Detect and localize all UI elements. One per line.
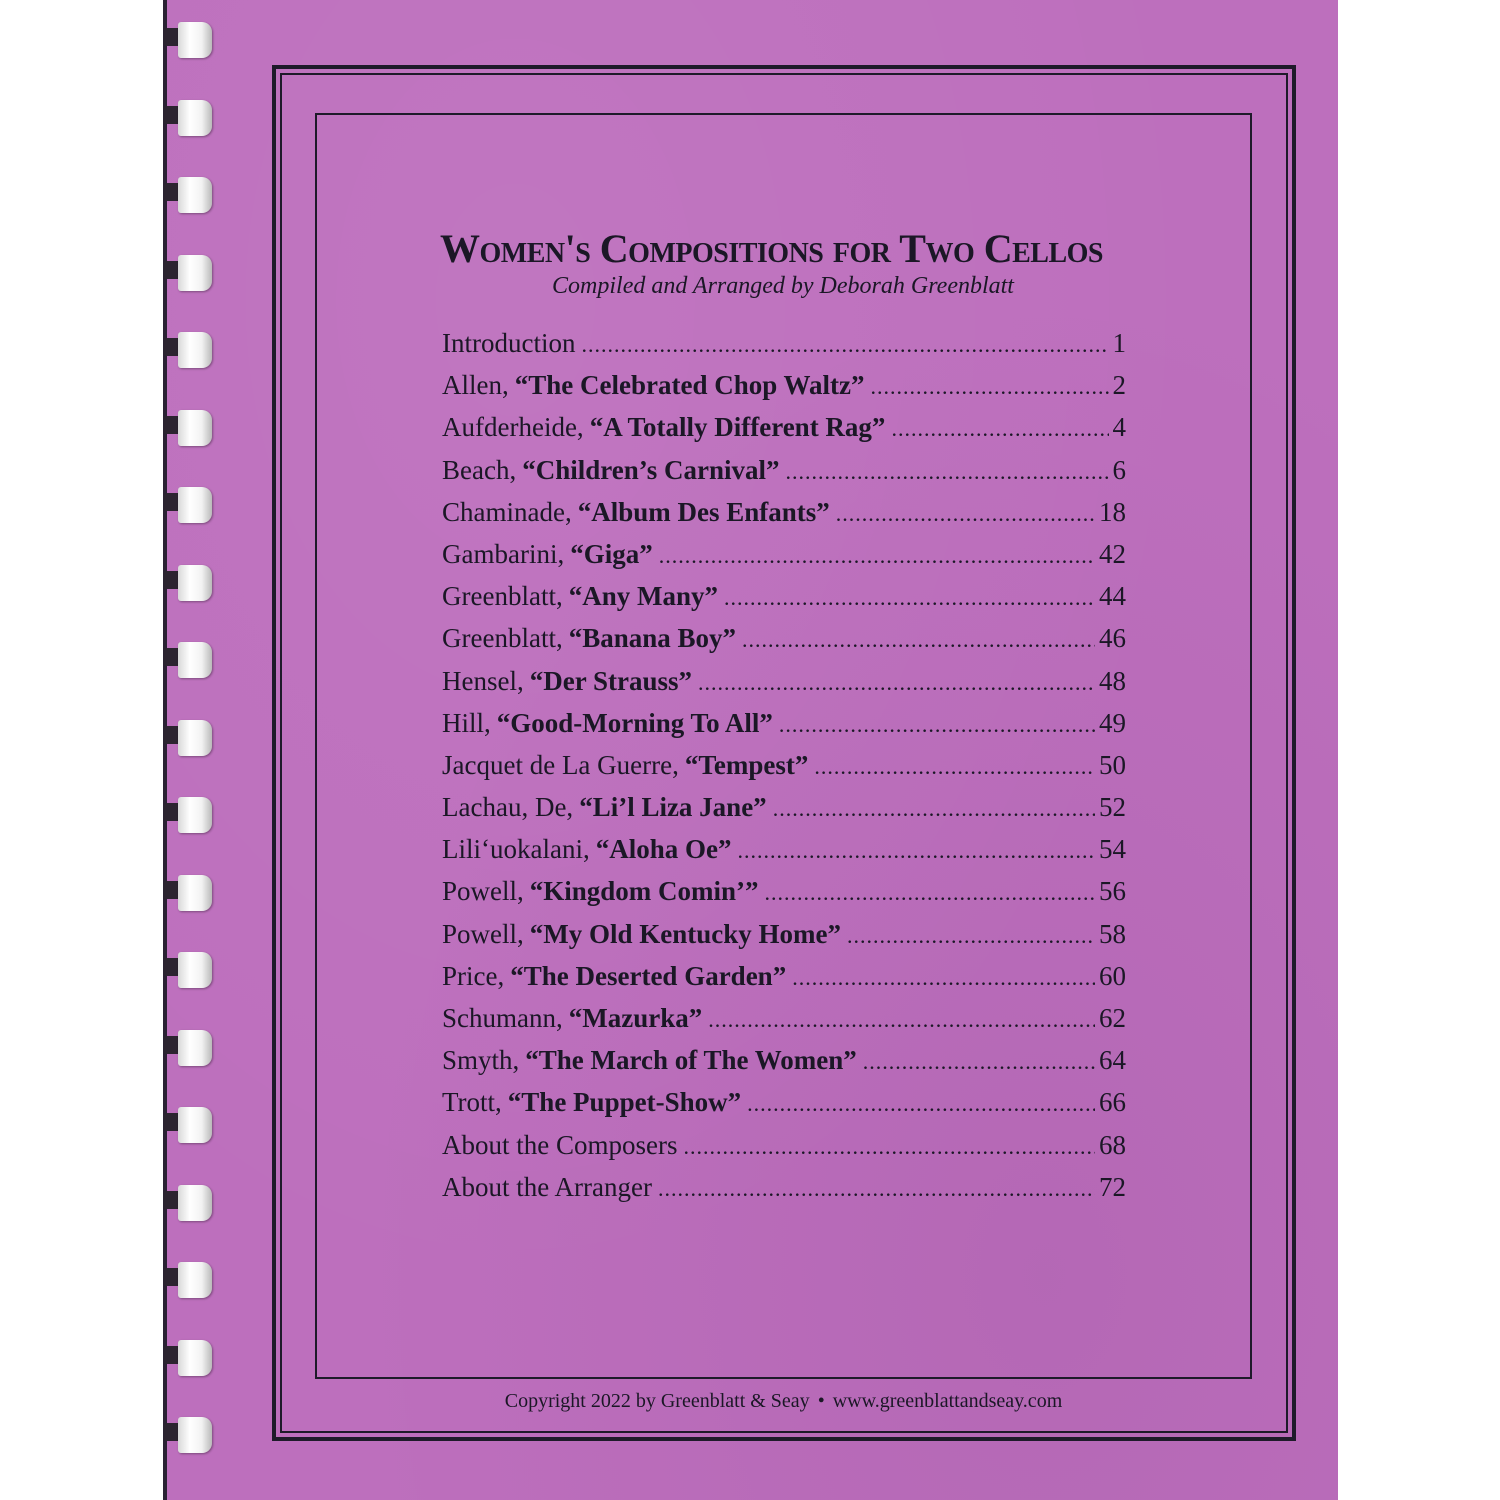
toc-composer: Allen,: [442, 370, 509, 401]
toc-composer: Greenblatt,: [442, 581, 563, 612]
toc-page-number: 44: [1099, 581, 1126, 612]
toc-work-title: “The Celebrated Chop Waltz”: [514, 370, 865, 401]
binding-ring: [160, 408, 218, 450]
toc-composer: Greenblatt,: [442, 623, 563, 654]
toc-label: [442, 792, 773, 823]
table-of-contents: [442, 328, 1126, 1214]
page-subtitle: Compiled and Arranged by Deborah Greenblatt: [552, 273, 1014, 299]
toc-leader-dots: [659, 543, 1095, 569]
binding-band: [178, 797, 212, 833]
toc-label: [442, 623, 742, 654]
toc-composer: Hensel,: [442, 665, 524, 696]
toc-label: [442, 1130, 684, 1161]
binding-band: [178, 1262, 212, 1298]
toc-label: [442, 581, 724, 612]
toc-composer: Powell,: [442, 918, 524, 949]
toc-work-title: “Giga”: [570, 538, 653, 569]
binding-band: [178, 1107, 212, 1143]
toc-page-number: 62: [1099, 1003, 1126, 1033]
toc-leader-dots: [836, 501, 1095, 527]
copyright-line: [315, 1390, 1252, 1413]
toc-composer: Jacquet de La Guerre,: [442, 749, 679, 780]
toc-label: [442, 961, 792, 992]
binding-band: [178, 1185, 212, 1221]
binding-ring: [160, 640, 218, 682]
toc-leader-dots: [792, 965, 1095, 991]
toc-label: [442, 497, 836, 528]
toc-page-number: 48: [1099, 665, 1126, 696]
binding-ring: [160, 98, 218, 140]
toc-composer: Lachau, De,: [442, 792, 574, 823]
toc-composer: Hill,: [442, 707, 491, 738]
toc-page-number: 64: [1099, 1045, 1126, 1076]
toc-page-number: 42: [1099, 538, 1126, 569]
binding-band: [178, 332, 212, 368]
toc-page-number: 56: [1099, 876, 1126, 907]
binding-band: [178, 875, 212, 911]
toc-work-title: “Li’l Liza Jane”: [579, 792, 767, 823]
binding-band: [178, 410, 212, 446]
toc-work-title: “The Deserted Garden”: [510, 960, 787, 991]
toc-label: [442, 834, 737, 865]
toc-entry: [442, 834, 1126, 876]
toc-work-title: “The March of The Women”: [525, 1045, 857, 1076]
toc-page-number: 58: [1099, 918, 1126, 949]
comb-binding: [160, 0, 230, 1500]
toc-page-number: 6: [1112, 454, 1126, 485]
toc-composer: Beach,: [442, 454, 517, 485]
toc-entry: [442, 328, 1126, 370]
toc-entry: [442, 370, 1126, 412]
toc-composer: Lili‘uokalani,: [442, 834, 590, 865]
toc-page-number: 46: [1099, 623, 1126, 654]
toc-label: [442, 370, 871, 401]
toc-label: [442, 1087, 747, 1118]
copyright-text: Copyright 2022 by Greenblatt & Seay: [504, 1390, 810, 1412]
toc-composer: Gambarini,: [442, 538, 565, 569]
toc-leader-dots: [765, 880, 1095, 906]
toc-work-title: “Any Many”: [568, 581, 718, 612]
toc-page-number: 4: [1112, 412, 1126, 443]
toc-leader-dots: [742, 627, 1095, 653]
toc-leader-dots: [863, 1049, 1095, 1075]
toc-leader-dots: [581, 332, 1108, 358]
toc-work-title: “Tempest”: [684, 749, 809, 780]
binding-band: [178, 487, 212, 523]
toc-entry: [442, 876, 1126, 918]
toc-entry: [442, 961, 1126, 1003]
binding-band: [178, 177, 212, 213]
toc-composer: Chaminade,: [442, 496, 572, 527]
toc-leader-dots: [814, 754, 1095, 780]
toc-label: [442, 455, 786, 486]
binding-ring: [160, 873, 218, 915]
toc-label: [442, 919, 847, 950]
toc-label: [442, 1003, 708, 1034]
toc-entry: [442, 497, 1126, 539]
toc-work-title: “Kingdom Comin’”: [529, 876, 759, 907]
toc-label: [442, 1172, 658, 1203]
toc-composer: Powell,: [442, 876, 524, 907]
binding-band: [178, 565, 212, 601]
toc-page-number: 18: [1099, 496, 1126, 527]
toc-label: [442, 1045, 863, 1076]
binding-ring: [160, 330, 218, 372]
toc-entry: [442, 1130, 1126, 1172]
toc-label: [442, 876, 765, 907]
binding-ring: [160, 20, 218, 62]
binding-band: [178, 1417, 212, 1453]
toc-entry: [442, 539, 1126, 581]
toc-page-number: 68: [1099, 1129, 1126, 1160]
binding-ring: [160, 950, 218, 992]
binding-ring: [160, 1028, 218, 1070]
toc-entry: [442, 623, 1126, 665]
binding-ring: [160, 1260, 218, 1302]
toc-entry: [442, 1045, 1126, 1087]
binding-ring: [160, 253, 218, 295]
toc-leader-dots: [786, 459, 1109, 485]
toc-composer: About the Composers: [442, 1129, 678, 1160]
toc-leader-dots: [773, 796, 1095, 822]
toc-leader-dots: [708, 1007, 1095, 1033]
toc-entry: [442, 792, 1126, 834]
binding-ring: [160, 1338, 218, 1380]
toc-label: [442, 750, 814, 781]
toc-entry: [442, 1172, 1126, 1214]
binding-band: [178, 720, 212, 756]
binding-band: [178, 642, 212, 678]
toc-entry: [442, 1003, 1126, 1045]
toc-leader-dots: [847, 923, 1095, 949]
toc-leader-dots: [737, 838, 1095, 864]
binding-ring: [160, 795, 218, 837]
toc-label: [442, 708, 779, 739]
toc-work-title: “Good-Morning To All”: [496, 707, 773, 738]
toc-page-number: 72: [1099, 1171, 1126, 1202]
toc-label: [442, 666, 698, 697]
binding-ring: [160, 485, 218, 527]
toc-work-title: “Mazurka”: [568, 1003, 703, 1033]
toc-entry: [442, 708, 1126, 750]
toc-page-number: 50: [1099, 749, 1126, 780]
toc-page-number: 66: [1099, 1087, 1126, 1118]
toc-page-number: 1: [1112, 328, 1126, 358]
page-title: Women's Compositions for Two Cellos: [440, 226, 1103, 271]
binding-ring: [160, 175, 218, 217]
binding-band: [178, 22, 212, 58]
binding-band: [178, 255, 212, 291]
toc-work-title: “Aloha Oe”: [595, 834, 732, 865]
toc-entry: [442, 412, 1126, 454]
binding-ring: [160, 1415, 218, 1457]
toc-composer: Schumann,: [442, 1003, 563, 1033]
toc-composer: About the Arranger: [442, 1171, 652, 1202]
binding-ring: [160, 718, 218, 760]
binding-ring: [160, 1105, 218, 1147]
toc-page-number: 60: [1099, 960, 1126, 991]
toc-page-number: 2: [1112, 370, 1126, 401]
toc-entry: [442, 1087, 1126, 1129]
toc-leader-dots: [779, 712, 1095, 738]
toc-leader-dots: [871, 374, 1109, 400]
toc-work-title: “The Puppet-Show”: [507, 1087, 742, 1118]
toc-leader-dots: [747, 1091, 1095, 1117]
toc-leader-dots: [684, 1134, 1096, 1160]
toc-work-title: “Album Des Enfants”: [577, 496, 830, 527]
toc-entry: [442, 666, 1126, 708]
toc-composer: Price,: [442, 960, 505, 991]
bullet-separator: •: [817, 1390, 825, 1412]
toc-work-title: “Children’s Carnival”: [522, 454, 780, 485]
toc-page-number: 49: [1099, 707, 1126, 738]
toc-composer: Smyth,: [442, 1045, 520, 1076]
toc-label: [442, 328, 581, 359]
toc-entry: [442, 455, 1126, 497]
toc-leader-dots: [724, 585, 1095, 611]
toc-work-title: “Der Strauss”: [529, 665, 692, 696]
toc-label: [442, 539, 659, 570]
toc-label: [442, 412, 891, 443]
binding-band: [178, 1030, 212, 1066]
toc-entry: [442, 919, 1126, 961]
binding-ring: [160, 563, 218, 605]
toc-work-title: “A Totally Different Rag”: [589, 412, 886, 443]
toc-page-number: 54: [1099, 834, 1126, 865]
toc-entry: [442, 581, 1126, 623]
binding-band: [178, 1340, 212, 1376]
toc-entry: [442, 750, 1126, 792]
toc-leader-dots: [891, 416, 1108, 442]
toc-composer: Introduction: [442, 328, 576, 358]
binding-band: [178, 100, 212, 136]
toc-work-title: “Banana Boy”: [568, 623, 737, 654]
toc-composer: Aufderheide,: [442, 412, 584, 443]
website-url: www.greenblattandseay.com: [832, 1390, 1063, 1412]
toc-leader-dots: [698, 670, 1095, 696]
toc-leader-dots: [658, 1176, 1095, 1202]
binding-ring: [160, 1183, 218, 1225]
binding-band: [178, 952, 212, 988]
toc-composer: Trott,: [442, 1087, 502, 1118]
toc-work-title: “My Old Kentucky Home”: [529, 918, 842, 949]
toc-page-number: 52: [1099, 792, 1126, 823]
